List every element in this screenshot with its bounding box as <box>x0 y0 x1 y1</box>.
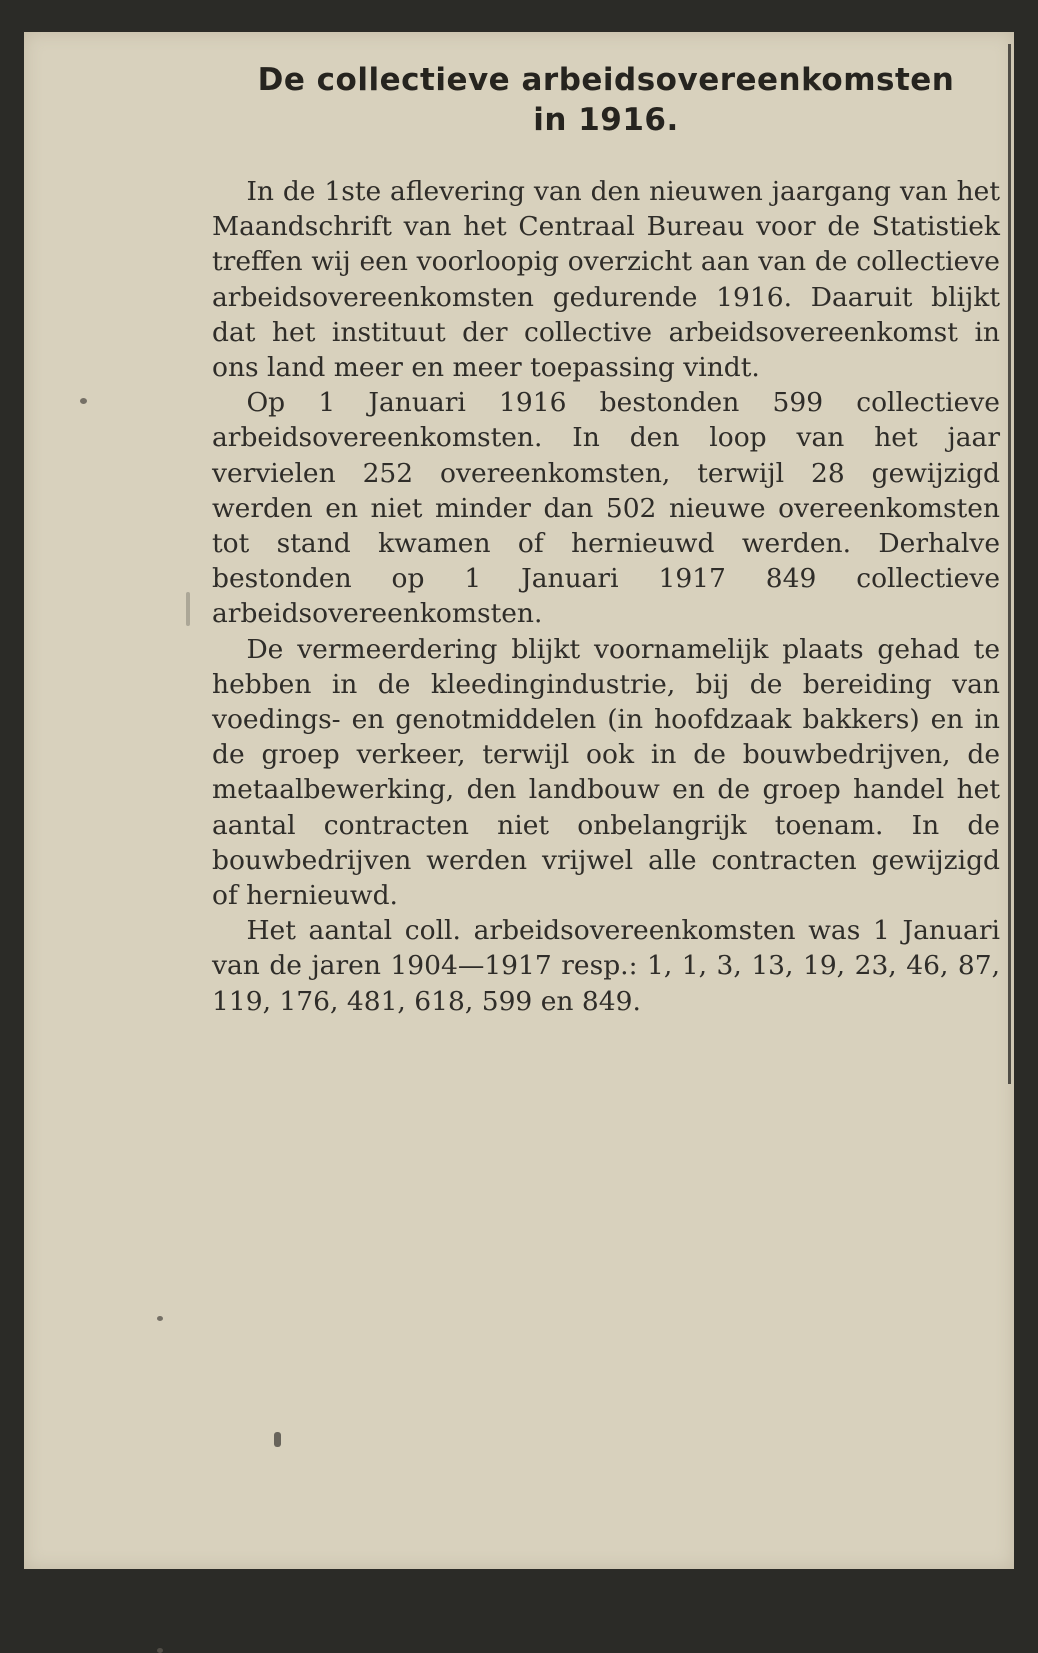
article <box>212 60 1000 1019</box>
paragraph-1: In de 1ste aflevering van den nieuwen jaargang van het Maandschrift van het Centraal Bureau voor de Statistiek treffen wij een voorloopig overzicht aan van de collectieve arbeidsovereenkomsten gedurende 1916. Daaruit blijkt dat het instituut der collective arbeidsovereenkomst in ons land meer en meer toepassing vindt. <box>212 176 1000 384</box>
column-rule <box>1008 44 1011 1084</box>
paragraph-4: Het aantal coll. arbeidsovereenkomsten was 1 Januari van de jaren 1904—1917 resp.: 1, 1, 3, 13, 19, 23, 46, 87, 119, 176, 481, 618, 599 en 849. <box>212 915 1000 1017</box>
article-body <box>212 174 1000 1019</box>
ink-speck <box>186 592 190 626</box>
ink-speck <box>80 398 87 404</box>
headline <box>212 60 1000 140</box>
ink-speck <box>157 1316 163 1321</box>
newspaper-clipping <box>24 32 1014 1569</box>
ink-speck <box>274 1432 281 1447</box>
paragraph-2: Op 1 Januari 1916 bestonden 599 collectieve arbeidsovereenkomsten. In den loop van het jaar vervielen 252 overeenkomsten, terwijl 28 gewijzigd werden en niet minder dan 502 nieuwe overeenkomsten tot stand kwamen of hernieuwd werden. Derhalve bestonden op 1 Januari 1917 849 collectieve arbeidsovereenkomsten. <box>212 387 1000 630</box>
headline-line-2: in 1916. <box>533 102 679 138</box>
headline-line-1: De collectieve arbeidsovereenkomsten <box>257 62 955 98</box>
paragraph-3: De vermeerdering blijkt voornamelijk plaats gehad te hebben in de kleedingindustrie, bij de bereiding van voedings- en genotmiddelen (in hoofdzaak bakkers) en in de groep verkeer, terwijl ook in de bouwbedrijven, de metaalbewerking, den landbouw en de groep handel het aantal contracten niet onbelangrijk toenam. In de bouwbedrijven werden vrijwel alle contracten gewijzigd of hernieuwd. <box>212 633 1000 912</box>
ink-speck <box>157 1648 163 1653</box>
